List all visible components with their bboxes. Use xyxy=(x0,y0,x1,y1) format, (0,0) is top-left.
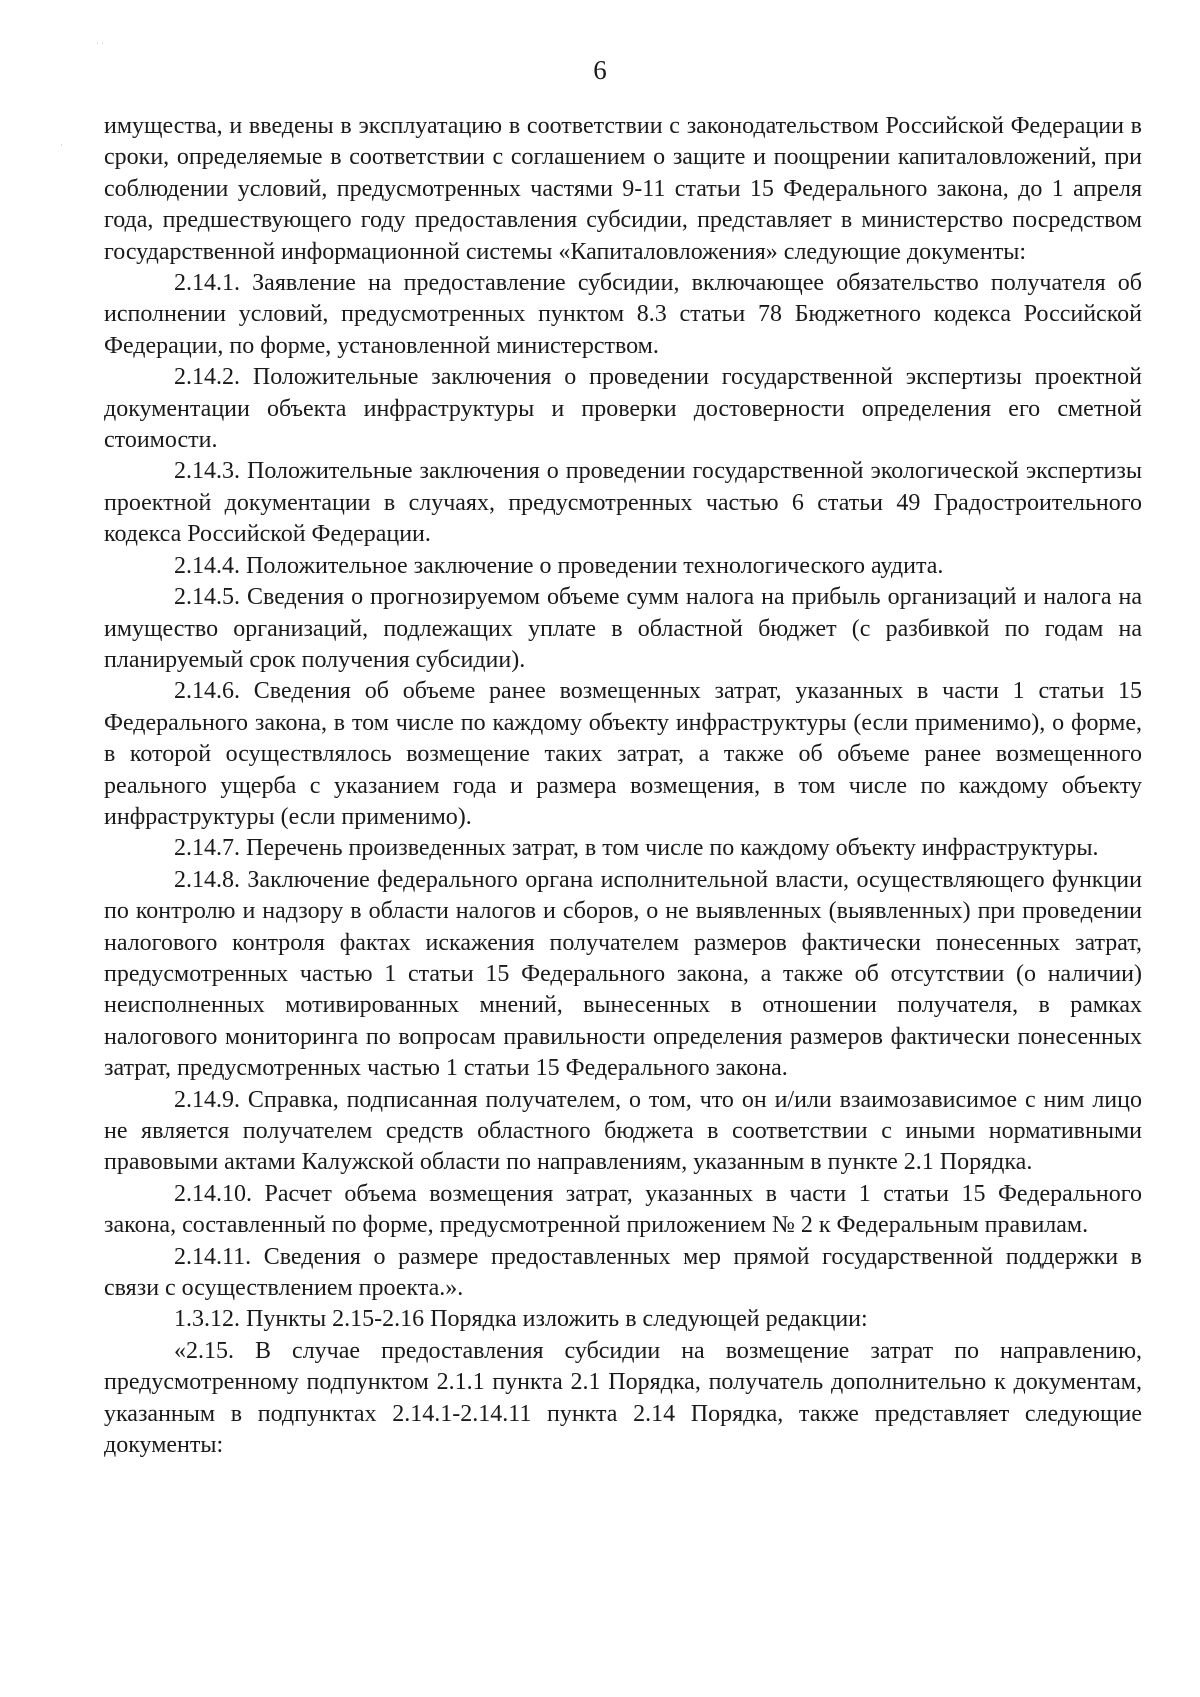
paragraph: 2.14.4. Положительное заключение о проведении технологического аудита. xyxy=(174,552,944,579)
paragraph: 2.14.3. Положительные заключения о проведении государственной экологической экспертизы проектной документации в случаях, предусмотренных частью 6 статьи 49 Градостроительного кодекса Российской Федерации. xyxy=(104,458,1142,548)
paragraph: 2.14.7. Перечень произведенных затрат, в том числе по каждому объекту инфраструктуры. xyxy=(174,835,1099,862)
page-number: 6 xyxy=(593,55,607,85)
paragraph: 2.14.9. Справка, подписанная получателем, о том, что он и/или взаимозависимое с ним лицо не является получателем средств областного бюджета в соответствии с иными нормативными правовыми актами Калужской области по направлениям, указанным в пункте 2.1 Порядка. xyxy=(104,1086,1142,1176)
paragraph: 2.14.10. Расчет объема возмещения затрат, указанных в части 1 статьи 15 Федерального закона, составленный по форме, предусмотренной приложением № 2 к Федеральным правилам. xyxy=(104,1180,1142,1239)
paragraph: 2.14.8. Заключение федерального органа исполнительной власти, осуществляющего функции по контролю и надзору в области налогов и сборов, о не выявленных (выявленных) при проведении налогового контроля фактах искажения получателем размеров фактически понесенных затрат, предусмотренных частью 1 статьи 15 Федерального закона, а также об отсутствии (о наличии) неисполненных мотивированных мнений, вынесенных в отношении получателя, в рамках налогового мониторинга по вопросам правильности определения размеров фактически понесенных затрат, предусмотренных частью 1 статьи 15 Федерального закона. xyxy=(104,866,1142,1082)
paragraph: 2.14.1. Заявление на предоставление субсидии, включающее обязательство получателя об исполнении условий, предусмотренных пунктом 8.3 статьи 78 Бюджетного кодекса Российской Федерации, по форме, установленной министерством. xyxy=(104,270,1142,359)
scan-speck: · · xyxy=(96,38,105,48)
paragraph: 2.14.6. Сведения об объеме ранее возмещенных затрат, указанных в части 1 статьи 15 Федерального закона, в том числе по каждому объекту инфраструктуры (если применимо), о форме, в которой осуществлялось возмещение таких затрат, а также об объеме ранее возмещенного реального ущерба с указанием года и размера возмещения, в том числе по каждому объекту инфраструктуры (если применимо). xyxy=(104,678,1142,830)
paragraph: имущества, и введены в эксплуатацию в соответствии с законодательством Российской Федерации в сроки, определяемые в соответствии с соглашением о защите и поощрении капиталовложений, при соблюдении условий, предусмотренных частями 9-11 статьи 15 Федерального закона, до 1 апреля года, предшествующего году предоставления субсидии, представляет в министерство посредством государственной информационной системы «Капиталовложения» следующие документы: xyxy=(104,113,1142,265)
paragraph: 2.14.2. Положительные заключения о проведении государственной экспертизы проектной документации объекта инфраструктуры и проверки достоверности определения его сметной стоимости. xyxy=(104,364,1142,454)
paragraph: 1.3.12. Пункты 2.15-2.16 Порядка изложить в следующей редакции: xyxy=(174,1306,868,1333)
paragraph: «2.15. В случае предоставления субсидии на возмещение затрат по направлению, предусмотренному подпунктом 2.1.1 пункта 2.1 Порядка, получатель дополнительно к документам, указанным в подпунктах 2.14.1-2.14.11 пункта 2.14 Порядка, также представляет следующие документы: xyxy=(104,1337,1142,1459)
document-body xyxy=(104,111,1142,1461)
scan-speck: · xyxy=(60,140,63,150)
paragraph: 2.14.11. Сведения о размере предоставленных мер прямой государственной поддержки в связи с осуществлением проекта.». xyxy=(104,1243,1142,1302)
paragraph: 2.14.5. Сведения о прогнозируемом объеме сумм налога на прибыль организаций и налога на имущество организаций, подлежащих уплате в областной бюджет (с разбивкой по годам на планируемый срок получения субсидии). xyxy=(104,584,1142,673)
